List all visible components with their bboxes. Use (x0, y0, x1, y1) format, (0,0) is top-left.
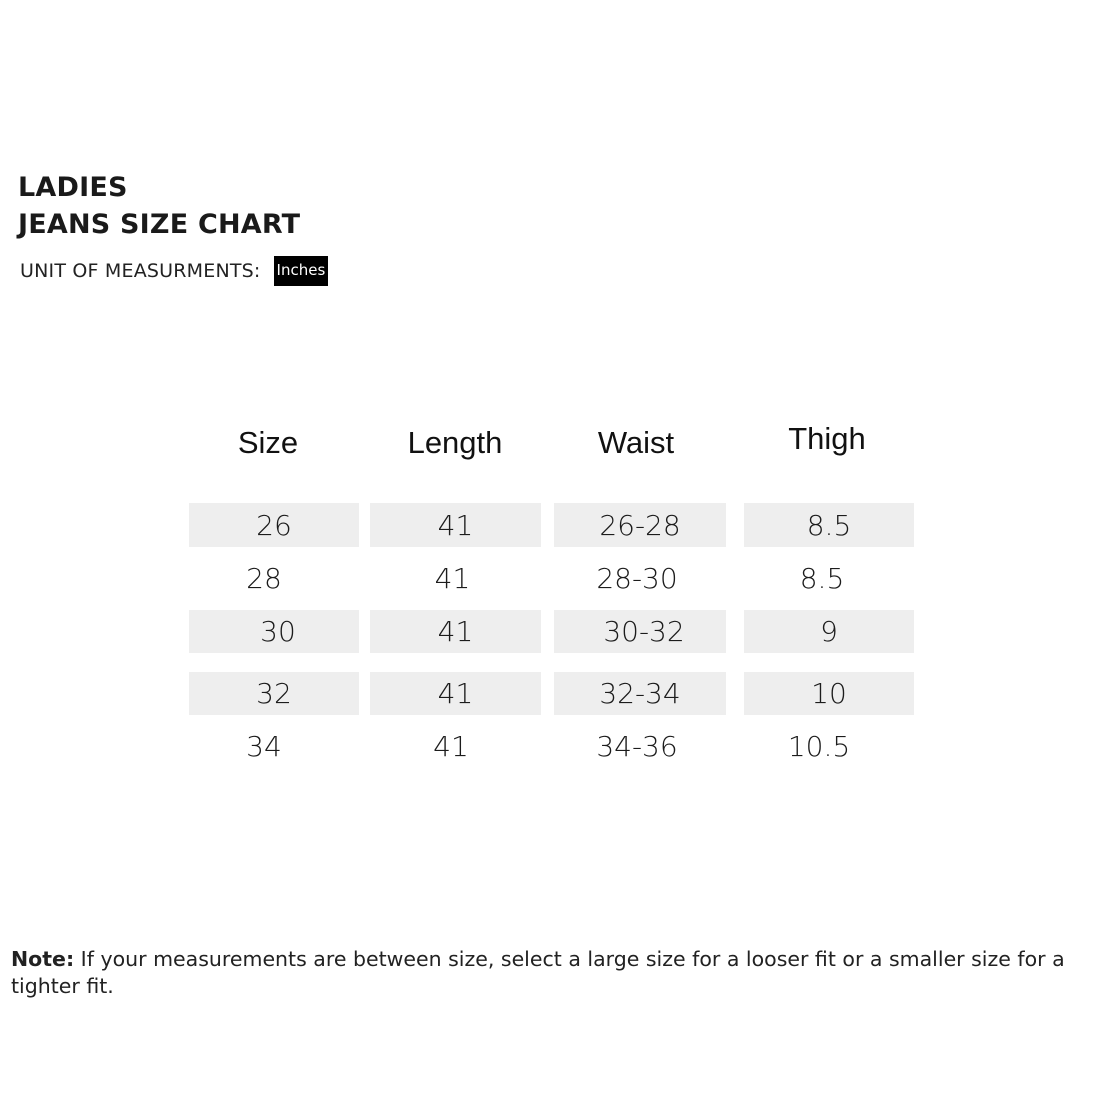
unit-of-measurement (20, 256, 328, 286)
cell-thigh: 9 (744, 610, 914, 653)
column-header-size: Size (237, 425, 299, 460)
cell-length: 41 (370, 672, 541, 715)
cell-length: 41 (433, 729, 469, 763)
cell-size: 26 (189, 503, 359, 547)
cell-length: 41 (370, 610, 541, 653)
fit-note (11, 946, 1091, 1000)
cell-size: 34 (246, 729, 282, 763)
cell-waist: 32-34 (554, 672, 726, 715)
column-header-thigh: Thigh (788, 421, 866, 456)
chart-title-line1: LADIES (18, 172, 128, 203)
cell-length: 41 (370, 503, 541, 547)
cell-thigh: 8.5 (744, 503, 914, 547)
cell-size: 30 (189, 610, 359, 653)
cell-waist: 28-30 (596, 561, 678, 595)
unit-badge: Inches (274, 256, 329, 286)
note-text: If your measurements are between size, select a large size for a looser fit or a smaller size for a tighter fit. (11, 947, 1065, 998)
unit-label: UNIT OF MEASURMENTS: (20, 260, 261, 282)
note-label: Note: (11, 947, 75, 971)
cell-size: 28 (246, 561, 282, 595)
chart-title-line2: JEANS SIZE CHART (18, 209, 301, 240)
cell-length: 41 (434, 561, 471, 595)
cell-size: 32 (189, 672, 359, 715)
cell-waist: 34-36 (596, 729, 678, 763)
cell-thigh: 10 (744, 672, 914, 715)
cell-thigh: 10.5 (787, 729, 851, 763)
cell-thigh: 8.5 (799, 561, 845, 595)
cell-waist: 26-28 (554, 503, 726, 547)
column-header-waist: Waist (597, 425, 675, 460)
column-header-length: Length (407, 425, 503, 460)
cell-waist: 30-32 (554, 610, 726, 653)
